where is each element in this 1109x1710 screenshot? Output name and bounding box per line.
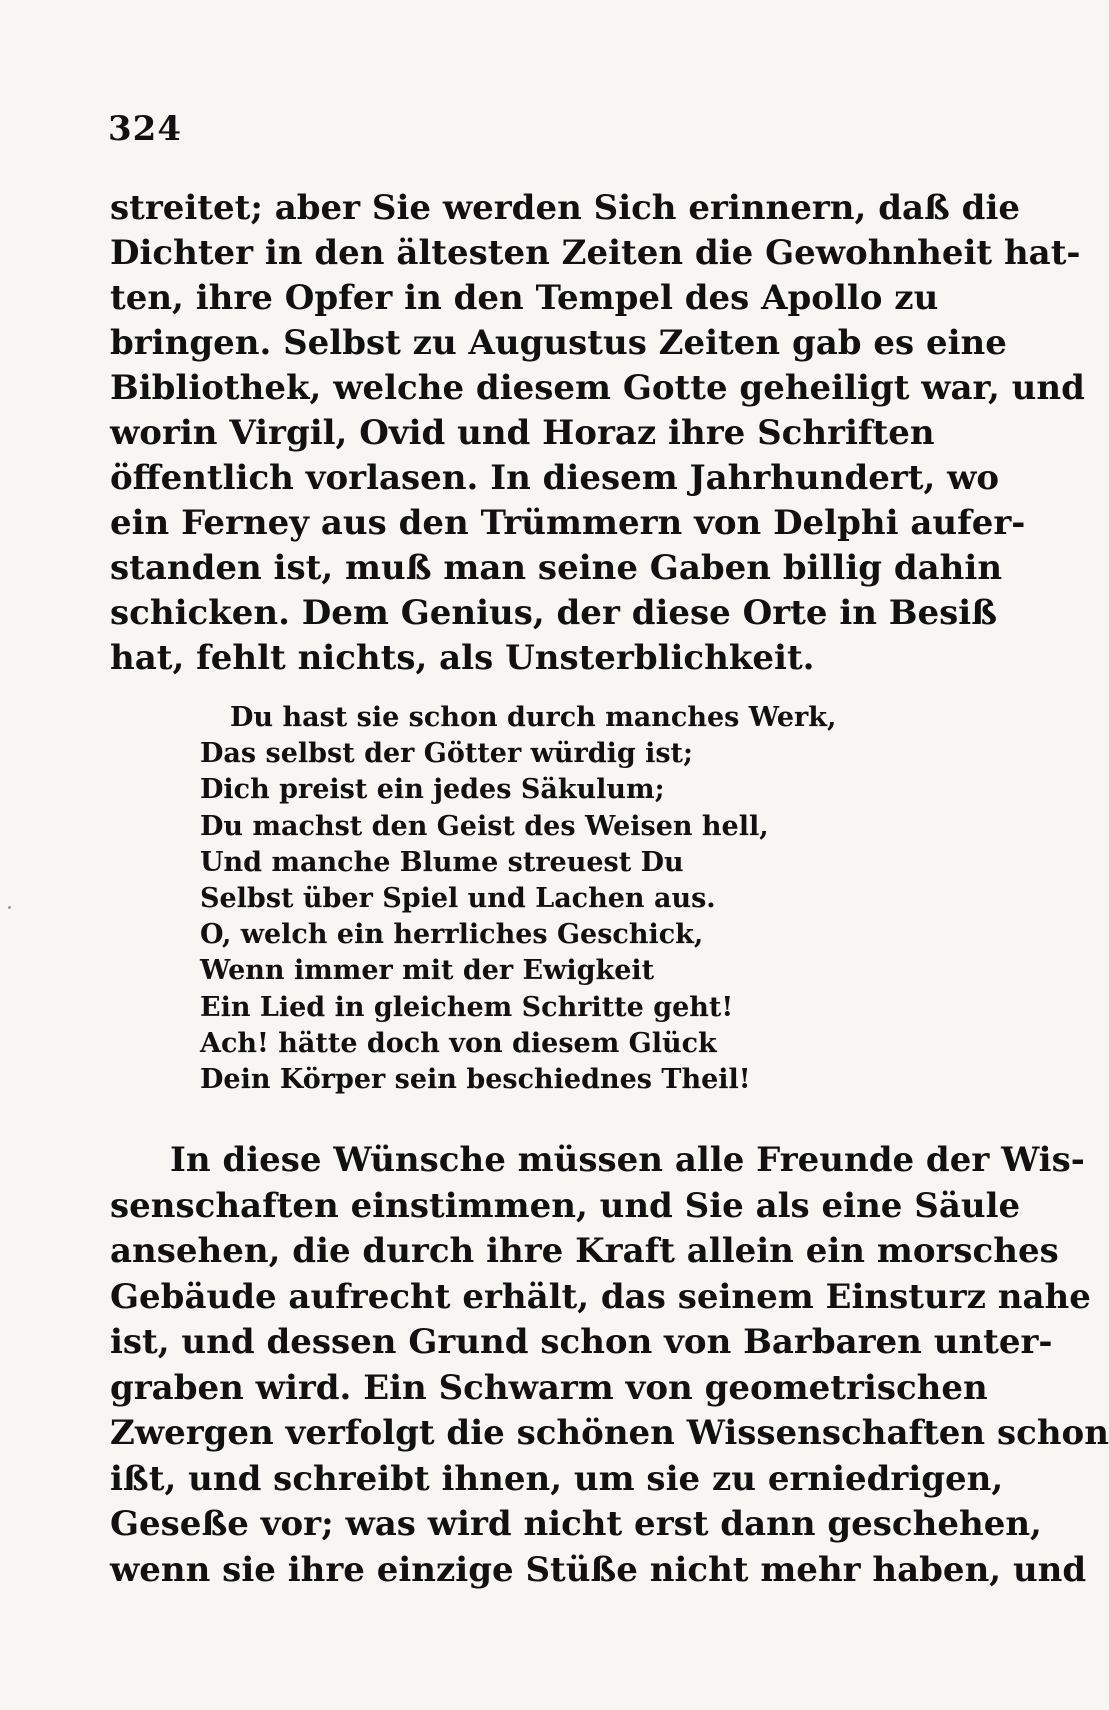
paragraph-1-line: ein Ferney aus den Trümmern von Delphi aufer- (110, 503, 1026, 543)
poem-line: Ach! hätte doch von diesem Glück (200, 1027, 717, 1059)
paragraph-1-line: Dichter in den ältesten Zeiten die Gewohnheit hat- (110, 233, 1081, 273)
poem-line: Du hast sie schon durch manches Werk, (230, 702, 837, 733)
poem-line: Wenn immer mit der Ewigkeit (200, 955, 655, 987)
margin-speck (8, 906, 11, 909)
poem-line: Dich preist ein jedes Säkulum; (200, 774, 665, 806)
poem-line: O, welch ein herrliches Geschick, (200, 919, 704, 951)
paragraph-1-line: hat, fehlt nichts, als Unsterblichkeit. (110, 638, 815, 678)
poem (200, 700, 837, 1098)
paragraph-1-line: ten, ihre Opfer in den Tempel des Apollo zu (110, 278, 939, 318)
paragraph-2 (110, 1138, 1109, 1593)
paragraph-1-line: Bibliothek, welche diesem Gotte geheiligt war, und (110, 368, 1085, 408)
paragraph-1 (110, 186, 1085, 681)
paragraph-2-line: ißt, und schreibt ihnen, um sie zu erniedrigen, (110, 1458, 1004, 1499)
paragraph-2-line: In diese Wünsche müssen alle Freunde der Wis- (170, 1140, 1085, 1180)
paragraph-1-line: standen ist, muß man seine Gaben billig dahin (110, 548, 1003, 588)
poem-line: Ein Lied in gleichem Schritte geht! (200, 991, 734, 1023)
poem-line: Selbst über Spiel und Lachen aus. (200, 883, 716, 915)
paragraph-2-line: wenn sie ihre einzige Stüße nicht mehr haben, und (110, 1549, 1087, 1590)
paragraph-2-line: Geseße vor; was wird nicht erst dann geschehen, (110, 1504, 1042, 1544)
paragraph-2-line: senschaften einstimmen, und Sie als eine Säule (110, 1185, 1021, 1226)
page-number: 324 (108, 109, 182, 149)
paragraph-2-line: Gebäude aufrecht erhält, das seinem Einsturz nahe (110, 1276, 1091, 1317)
paragraph-2-line: Zwergen verfolgt die schönen Wissenschaften schon (110, 1413, 1109, 1453)
paragraph-1-line: schicken. Dem Genius, der diese Orte in Besiß (110, 593, 998, 633)
paragraph-1-line: worin Virgil, Ovid und Horaz ihre Schriften (110, 413, 935, 453)
paragraph-1-line: öffentlich vorlasen. In diesem Jahrhundert, wo (110, 458, 1000, 498)
paragraph-2-line: ansehen, die durch ihre Kraft allein ein morsches (110, 1231, 1059, 1271)
poem-line: Das selbst der Götter würdig ist; (200, 738, 694, 770)
poem-line: Dein Körper sein beschiednes Theil! (200, 1064, 751, 1096)
paragraph-2-line: graben wird. Ein Schwarm von geometrischen (110, 1367, 988, 1408)
paragraph-2-line: ist, und dessen Grund schon von Barbaren unter- (110, 1322, 1053, 1362)
poem-line: Und manche Blume streuest Du (200, 846, 684, 878)
paragraph-1-line: streitet; aber Sie werden Sich erinnern, daß die (110, 188, 1020, 228)
paragraph-1-line: bringen. Selbst zu Augustus Zeiten gab es eine (110, 323, 1007, 363)
poem-line: Du machst den Geist des Weisen hell, (200, 810, 769, 842)
